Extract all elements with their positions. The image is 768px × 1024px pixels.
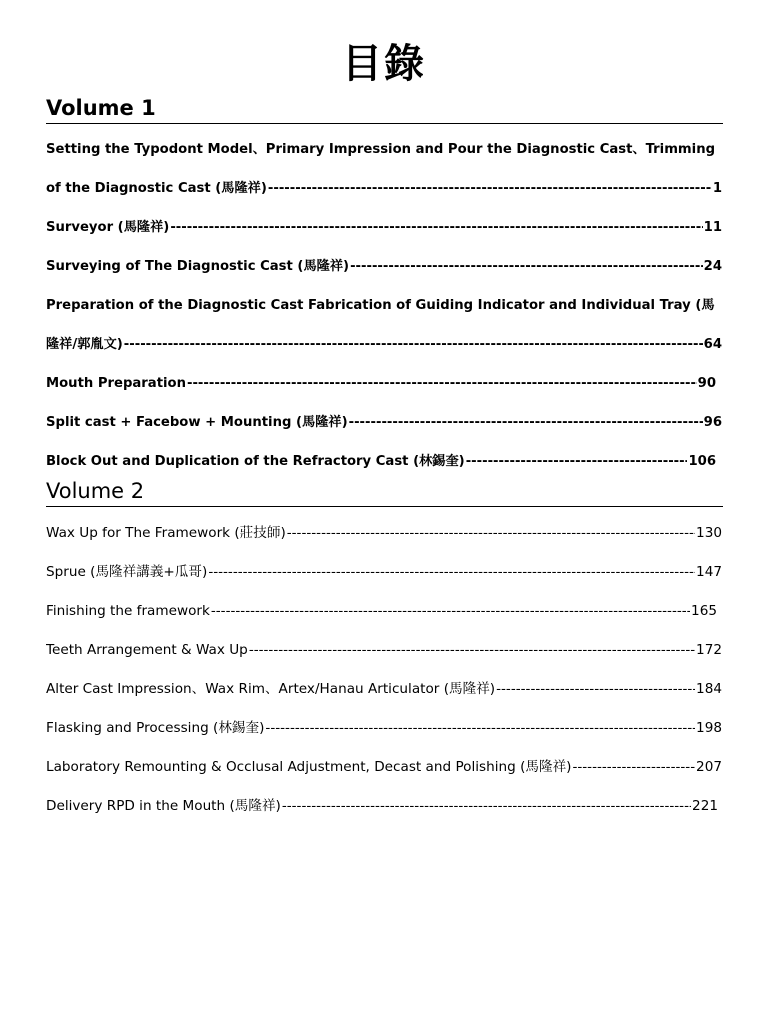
dot-leader [287,523,695,543]
toc-entry-title: Split cast + Facebow + Mounting (馬隆祥) [46,415,348,430]
toc-entry-title: Flasking and Processing (林錫奎) [46,720,265,736]
toc-entry-title: Setting the Typodont Model、Primary Impression and Pour the Diagnostic Cast、Trimming [46,142,716,157]
dot-leader [466,452,688,472]
toc-page-number: 96 [703,415,722,430]
dot-leader [249,640,695,660]
volume-2-heading: Volume 2 [46,477,723,507]
toc-entry-line [46,296,722,316]
toc-entry-title: of the Diagnostic Cast (馬隆祥) [46,181,267,196]
toc-entry[interactable] [46,257,722,277]
toc-entry-line [46,140,722,160]
toc-entry[interactable] [46,796,718,816]
dot-leader [268,179,712,199]
toc-entry-title: Finishing the framework [46,603,210,619]
toc-entry[interactable] [46,718,722,738]
toc-entry-title: Teeth Arrangement & Wax Up [46,642,248,658]
toc-page-number: 147 [696,564,722,580]
toc-entry[interactable] [46,218,722,238]
dot-leader [187,374,697,394]
toc-entry[interactable] [46,523,722,543]
toc-entry-title: Laboratory Remounting & Occlusal Adjustment, Decast and Polishing (馬隆祥) [46,759,572,775]
toc-page-number: 207 [696,759,722,775]
toc-entry[interactable] [46,335,722,355]
toc-entry-title: Surveying of The Diagnostic Cast (馬隆祥) [46,259,350,274]
toc-page-number: 11 [703,220,722,235]
toc-entry-title: Preparation of the Diagnostic Cast Fabrication of Guiding Indicator and Individual Tray (馬 [46,298,715,313]
toc-page-number: 106 [688,454,716,469]
toc-page-number: 172 [696,642,722,658]
toc-page-number: 24 [703,259,722,274]
toc-page-number: 1 [712,181,722,196]
toc-page-number: 184 [696,681,722,697]
dot-leader [572,757,695,777]
toc-entry-title: Surveyor (馬隆祥) [46,220,170,235]
toc-entry-title: Delivery RPD in the Mouth (馬隆祥) [46,798,281,814]
toc-entry[interactable] [46,413,722,433]
toc-page-number: 198 [696,720,722,736]
toc-entry[interactable] [46,179,722,199]
dot-leader [124,335,703,355]
dot-leader [211,601,690,621]
dot-leader [282,796,691,816]
toc-entry[interactable] [46,679,722,699]
toc-entry-title: 隆祥/郭胤文) [46,337,123,352]
toc-entry-title: Sprue (馬隆祥講義+瓜哥) [46,564,208,580]
toc-entry[interactable] [46,374,716,394]
dot-leader [170,218,702,238]
dot-leader [349,413,703,433]
toc-entry[interactable] [46,757,722,777]
dot-leader [265,718,695,738]
page-title: 目錄 [342,41,426,87]
dot-leader [496,679,695,699]
dot-leader [350,257,703,277]
toc-entry[interactable] [46,452,716,472]
toc-page-number: 165 [691,603,717,619]
toc-entry-title: Block Out and Duplication of the Refractory Cast (林錫奎) [46,454,465,469]
toc-page-number: 64 [703,337,722,352]
toc-entry[interactable] [46,640,722,660]
toc-entry[interactable] [46,601,717,621]
toc-page-number: 130 [696,525,722,541]
toc-entry[interactable] [46,562,722,582]
dot-leader [208,562,695,582]
toc-entry-title: Mouth Preparation [46,376,186,391]
volume-1-heading: Volume 1 [46,94,723,124]
toc-entry-title: Wax Up for The Framework (莊技師) [46,525,286,541]
toc-page-number: 90 [697,376,716,391]
toc-entry-title: Alter Cast Impression、Wax Rim、Artex/Hanau Articulator (馬隆祥) [46,681,496,697]
toc-page-number: 221 [692,798,718,814]
